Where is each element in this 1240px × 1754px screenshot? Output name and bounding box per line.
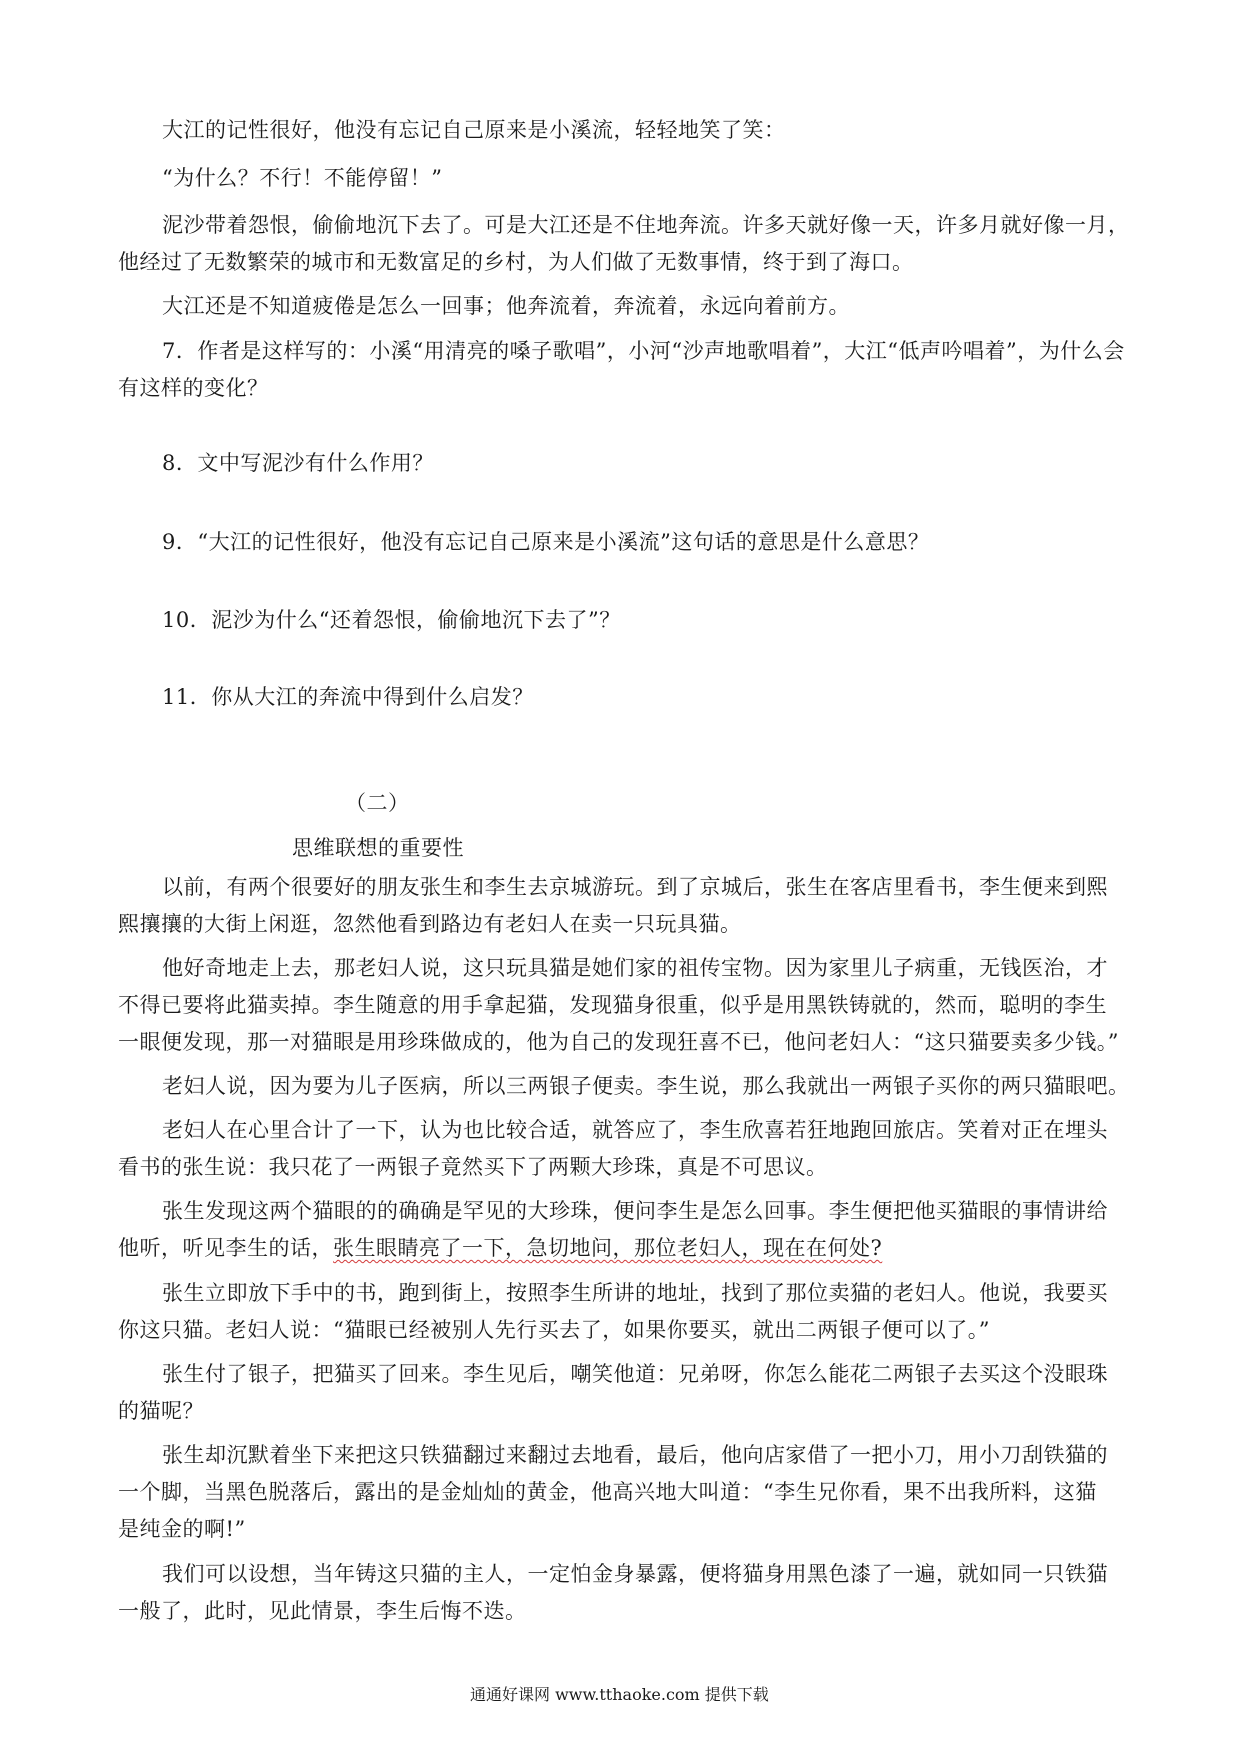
page-footer: 通通好课网 www.tthaoke.com 提供下载 — [470, 1685, 769, 1704]
section2-title: 思维联想的重要性 — [292, 836, 464, 860]
passage2-line-13: 张生付了银子，把猫买了回来。李生见后，嘲笑他道：兄弟呀，你怎么能花二两银子去买这个没眼珠 — [162, 1362, 1108, 1386]
question-8: 8．文中写泥沙有什么作用？ — [162, 451, 434, 475]
passage1-line-3: 泥沙带着怨恨，偷偷地沉下去了。可是大江还是不住地奔流。许多天就好像一天，许多月就好像一月， — [162, 213, 1130, 237]
passage2-line-15: 张生却沉默着坐下来把这只铁猫翻过来翻过去地看，最后，他向店家借了一把小刀，用小刀刮铁猫的 — [162, 1443, 1108, 1467]
passage2-line-18: 我们可以设想，当年铸这只猫的主人，一定怕金身暴露，便将猫身用黑色漆了一遍，就如同一只铁猫 — [162, 1562, 1108, 1586]
passage1-line-2: “为什么？不行！不能停留！” — [162, 166, 443, 190]
question-7-line-2: 有这样的变化？ — [118, 376, 269, 400]
passage2-line-9: 张生发现这两个猫眼的的确确是罕见的大珍珠，便问李生是怎么回事。李生便把他买猫眼的事情讲给 — [162, 1199, 1108, 1223]
passage2-line-17: 是纯金的啊!” — [118, 1517, 246, 1541]
passage2-line-19: 一般了，此时，见此情景，李生后悔不迭。 — [118, 1599, 527, 1623]
passage1-line-4: 他经过了无数繁荣的城市和无数富足的乡村，为人们做了无数事情，终于到了海口。 — [118, 250, 914, 274]
passage2-line-16: 一个脚，当黑色脱落后，露出的是金灿灿的黄金，他高兴地大叫道：“李生兄你看，果不出我所料，这猫 — [118, 1480, 1097, 1504]
passage2-line-7: 老妇人在心里合计了一下，认为也比较合适，就答应了，李生欣喜若狂地跑回旅店。笑着对正在埋头 — [162, 1118, 1108, 1142]
passage2-line-14: 的猫呢？ — [118, 1399, 204, 1423]
question-9: 9．“大江的记性很好，他没有忘记自己原来是小溪流”这句话的意思是什么意思？ — [162, 530, 930, 554]
passage2-line-10-text: 他听，听见李生的话， — [118, 1236, 333, 1260]
passage2-line-11: 张生立即放下手中的书，跑到街上，按照李生所讲的地址，找到了那位卖猫的老妇人。他说，我要买 — [162, 1281, 1108, 1305]
question-11: 11．你从大江的奔流中得到什么启发？ — [162, 685, 534, 709]
section2-number: （二） — [345, 791, 410, 815]
question-7-line-1: 7．作者是这样写的：小溪“用清亮的嗓子歌唱”，小河“沙声地歌唱着”，大江“低声吟唱着”，为什么会 — [162, 339, 1125, 363]
passage2-line-3: 他好奇地走上去，那老妇人说，这只玩具猫是她们家的祖传宝物。因为家里儿子病重，无钱医治，才 — [162, 956, 1108, 980]
underlined-fragment: 张生眼睛亮了一下，急切地问，那位老妇人，现在在何处? — [333, 1236, 883, 1260]
passage2-line-1: 以前，有两个很要好的朋友张生和李生去京城游玩。到了京城后，张生在客店里看书，李生便来到熙 — [162, 875, 1108, 899]
passage2-line-2: 熙攘攘的大街上闲逛，忽然他看到路边有老妇人在卖一只玩具猫。 — [118, 912, 742, 936]
passage2-line-10 — [118, 1234, 882, 1262]
question-10: 10．泥沙为什么“还着怨恨，偷偷地沉下去了”？ — [162, 608, 621, 632]
passage2-line-6: 老妇人说，因为要为儿子医病，所以三两银子便卖。李生说，那么我就出一两银子买你的两只猫眼吧。 — [162, 1074, 1130, 1098]
passage2-line-5: 一眼便发现，那一对猫眼是用珍珠做成的，他为自己的发现狂喜不已，他问老妇人：“这只猫要卖多少钱。” — [118, 1030, 1119, 1054]
passage2-line-12: 你这只猫。老妇人说：“猫眼已经被别人先行买去了，如果你要买，就出二两银子便可以了。” — [118, 1318, 990, 1342]
passage2-line-8: 看书的张生说：我只花了一两银子竟然买下了两颗大珍珠，真是不可思议。 — [118, 1155, 828, 1179]
passage1-line-5: 大江还是不知道疲倦是怎么一回事；他奔流着，奔流着，永远向着前方。 — [162, 294, 850, 318]
passage2-line-4: 不得已要将此猫卖掉。李生随意的用手拿起猫，发现猫身很重，似乎是用黑铁铸就的，然而，聪明的李生 — [118, 993, 1107, 1017]
passage1-line-1: 大江的记性很好，他没有忘记自己原来是小溪流，轻轻地笑了笑： — [162, 118, 786, 142]
